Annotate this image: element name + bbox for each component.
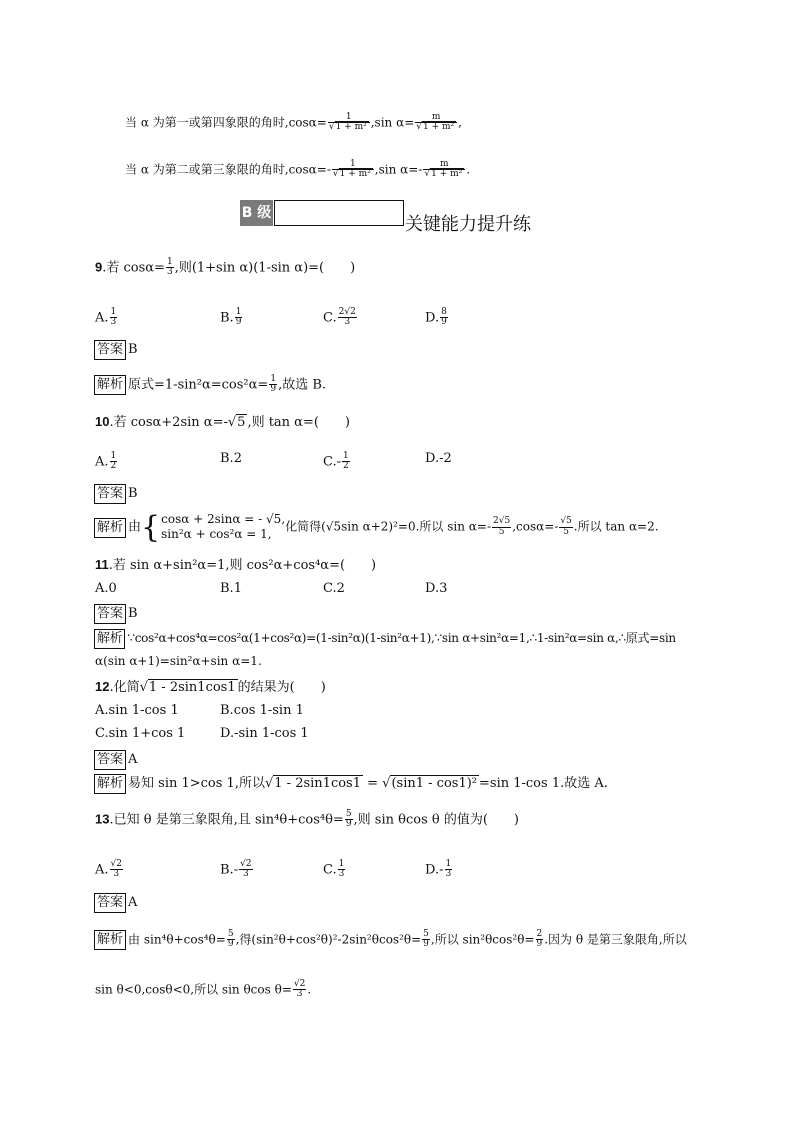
fraction (227, 930, 235, 950)
option-letter: B. (220, 862, 234, 878)
denominator: 9 (423, 939, 429, 950)
period: . (466, 162, 471, 177)
numerator: 2√2 (338, 307, 356, 317)
question-number: 12 (95, 679, 110, 694)
radicand: 1 + m² (339, 169, 371, 180)
question-11-stem (95, 558, 376, 572)
option-letter: A. (95, 703, 109, 718)
numerator: √5 (560, 516, 572, 527)
stem-text: ,则(1+sin α)(1-sin α)=( ) (174, 260, 356, 276)
minus-sign: - (233, 862, 239, 878)
stem-text: .已知 θ 是第三象限角,且 sin⁴θ+cos⁴θ= (109, 812, 344, 828)
question-11-option-c[interactable] (323, 582, 345, 595)
analysis-text: . (307, 982, 312, 997)
question-9-analysis (94, 375, 326, 395)
denominator: 3 (110, 317, 117, 328)
option-value: 3 (439, 581, 448, 596)
numerator: 1 (166, 257, 173, 267)
denominator: 5 (563, 526, 569, 537)
option-letter: C. (323, 862, 337, 878)
denominator: 9 (441, 317, 447, 328)
fraction (536, 930, 544, 950)
system-line: sin²α + cos²α = 1, (161, 527, 272, 541)
denominator: 3 (338, 869, 345, 880)
brace: { (141, 509, 161, 545)
numerator: 5 (423, 929, 429, 939)
comma: , (374, 162, 379, 177)
answer-value: B (128, 486, 138, 501)
option-letter: A. (95, 454, 109, 470)
fraction (338, 308, 357, 328)
question-13-option-c[interactable] (323, 860, 346, 880)
denominator: 3 (445, 869, 452, 880)
denominator: 3 (344, 317, 351, 328)
analysis-text: 易知 sin 1>cos 1,所以 (128, 776, 265, 791)
option-value: 1 (233, 581, 242, 596)
question-12-stem: 12.化简√1 - 2sin1cos1 的结果为( ) (95, 679, 326, 695)
analysis-text: 由 sin⁴θ+cos⁴θ= (128, 932, 226, 947)
question-10-answer (94, 484, 138, 504)
option-value: sin 1+cos 1 (108, 726, 186, 741)
numerator: 1 (343, 451, 349, 461)
question-9-option-c[interactable] (323, 308, 358, 328)
option-letter: C. (323, 581, 337, 596)
minus-sign: - (336, 454, 342, 470)
option-letter: D. (425, 862, 440, 878)
answer-value: A (128, 895, 138, 910)
radicand: 1 + m² (335, 122, 367, 133)
question-10-option-c[interactable] (323, 452, 351, 472)
analysis-text: 原式=1-sin²α=cos²α= (128, 377, 269, 393)
cos-label: cosα=- (288, 162, 331, 177)
denominator: 9 (235, 317, 242, 328)
numerator: 1 (110, 451, 117, 461)
denominator: 3 (296, 989, 303, 1000)
analysis-text: =sin 1-cos 1.故选 A. (479, 776, 608, 791)
denominator: √1 + m² (424, 169, 463, 180)
option-value: -sin 1-cos 1 (234, 726, 309, 741)
question-13-option-a[interactable] (95, 860, 124, 880)
option-value: cos 1-sin 1 (233, 703, 304, 718)
question-number: 9 (95, 259, 103, 275)
numerator: 1 (445, 859, 452, 869)
question-10-stem: 10.若 cosα+2sin α=-√5 ,则 tan α=( ) (95, 414, 350, 430)
question-10-option-a[interactable] (95, 452, 118, 472)
analysis-label: 解析 (94, 930, 126, 950)
question-12-answer (94, 750, 137, 770)
fraction (338, 860, 346, 880)
stem-text: .若 sin α+sin²α=1,则 cos²α+cos⁴α=( ) (108, 558, 377, 573)
question-number: 13 (95, 811, 110, 827)
analysis-text: 由 (128, 519, 142, 535)
numerator: √2 (240, 859, 252, 869)
denominator: 2 (343, 461, 349, 472)
denominator: 3 (242, 869, 249, 880)
question-13-analysis-cont (95, 980, 311, 1000)
analysis-text: ∵cos²α+cos⁴α=cos²α(1+cos²α)=(1-sin²α)(1-sin²α+1),∵sin α+sin²α=1,∴1-sin²α=sin α,∴原式=sin (127, 631, 676, 645)
analysis-text: ,所以 sin²θcos²θ= (430, 932, 535, 947)
option-letter: B. (220, 703, 234, 718)
radicand: 1 + m² (423, 122, 455, 133)
question-11-option-a[interactable] (95, 582, 117, 595)
stem-text: ,则 sin θcos θ 的值为( ) (353, 812, 519, 828)
fraction (559, 517, 572, 537)
fraction (269, 375, 277, 395)
option-letter: D. (425, 581, 440, 596)
question-12-option-d[interactable] (220, 727, 309, 740)
stem-text: .若 cosα= (102, 260, 165, 276)
option-letter: D. (425, 451, 440, 466)
fraction (110, 452, 118, 472)
answer-label: 答案 (94, 604, 126, 624)
question-9-stem (95, 258, 355, 278)
numerator: 1 (338, 859, 345, 869)
question-11-option-d[interactable] (425, 582, 447, 595)
question-13-option-d[interactable] (425, 860, 453, 880)
numerator: 8 (441, 307, 447, 317)
fraction (440, 308, 448, 328)
question-12-analysis: 解析 易知 sin 1>cos 1,所以√1 - 2sin1cos1 = √(sin1 - cos1)² =sin 1-cos 1.故选 A. (94, 774, 608, 794)
numerator: m (423, 160, 465, 170)
question-11-answer (94, 604, 138, 624)
equation-system (161, 512, 285, 542)
stem-text: ,则 tan α=( ) (247, 415, 350, 430)
fraction (342, 452, 350, 472)
answer-label: 答案 (94, 340, 126, 360)
question-9-answer (94, 340, 138, 360)
radicand: 1 - 2sin1cos1 (274, 776, 361, 791)
option-letter: D. (425, 310, 440, 326)
question-9-option-a[interactable] (95, 308, 118, 328)
denominator: √1 + m² (416, 122, 455, 133)
analysis-text: ,故选 B. (278, 377, 327, 393)
fraction (110, 308, 118, 328)
question-11-analysis-cont (95, 655, 262, 667)
option-value: -2 (439, 451, 452, 466)
sin-label: sin α= (374, 115, 415, 130)
comma: , (284, 115, 289, 130)
answer-value: A (128, 752, 138, 767)
comma: , (284, 162, 289, 177)
question-number: 10 (95, 414, 110, 429)
fraction (345, 810, 353, 830)
option-letter: C. (323, 454, 337, 470)
denominator: 9 (536, 939, 543, 950)
numerator: m (415, 113, 457, 123)
analysis-label: 解析 (94, 774, 126, 794)
equals-sign: = (363, 776, 383, 791)
sin-label: sin α=- (378, 162, 423, 177)
option-letter: B. (220, 451, 234, 466)
answer-label: 答案 (94, 750, 126, 770)
numerator: 1 (270, 374, 277, 384)
comma: , (370, 115, 375, 130)
fraction (235, 308, 243, 328)
analysis-text: .所以 tan α=2. (573, 519, 659, 534)
analysis-label: 解析 (94, 518, 126, 538)
fraction (415, 113, 457, 133)
case-text: 当 α 为第一或第四象限的角时 (125, 115, 285, 130)
radicand: (sin1 - cos1)² (391, 776, 478, 791)
section-title: 关键能力提升练 (405, 214, 531, 235)
question-12-option-a[interactable] (95, 704, 179, 717)
question-11-analysis (94, 629, 676, 649)
numerator: 1 (332, 160, 374, 170)
radicand: 1 - 2sin1cos1 (148, 680, 236, 695)
fraction (328, 113, 370, 133)
stem-text: .若 cosα+2sin α=- (109, 415, 228, 430)
case-text: 当 α 为第二或第三象限的角时 (125, 162, 285, 177)
numerator: 1 (328, 113, 370, 123)
analysis-text: sin θ<0,cosθ<0,所以 sin θcos θ= (95, 982, 292, 997)
option-value: 2 (233, 451, 242, 466)
question-number: 11 (95, 557, 109, 572)
option-letter: A. (95, 581, 109, 596)
option-value: 0 (108, 581, 117, 596)
denominator: 3 (113, 869, 120, 880)
question-11-option-b[interactable] (220, 582, 242, 595)
numerator: 5 (227, 929, 234, 939)
question-9-option-d[interactable] (425, 308, 449, 328)
fraction (422, 930, 430, 950)
fraction (293, 980, 306, 1000)
analysis-text: ,得(sin²θ+cos²θ)²-2sin²θcos²θ= (235, 932, 422, 947)
question-13-analysis (94, 930, 687, 950)
analysis-label: 解析 (94, 629, 125, 649)
fraction (110, 860, 123, 880)
answer-label: 答案 (94, 893, 126, 913)
question-9-option-b[interactable] (220, 308, 243, 328)
fraction (445, 860, 453, 880)
section-level-badge: B 级 (240, 200, 273, 226)
case-second-third-quadrant (125, 160, 470, 180)
question-12-option-b[interactable] (220, 704, 304, 717)
answer-label: 答案 (94, 484, 126, 504)
denominator: 5 (498, 526, 505, 537)
denominator: 9 (345, 819, 352, 830)
case-first-fourth-quadrant (125, 113, 462, 133)
radicand: 1 + m² (431, 169, 463, 180)
option-value: 2 (336, 581, 345, 596)
stem-text: 的结果为( ) (237, 680, 326, 695)
denominator: √1 + m² (328, 122, 367, 133)
comma: , (458, 115, 462, 130)
question-13-answer (94, 893, 137, 913)
option-letter: A. (95, 310, 109, 326)
numerator: 1 (110, 307, 117, 317)
denominator: 9 (270, 384, 277, 395)
answer-value: B (128, 342, 138, 357)
option-value: sin 1-cos 1 (108, 703, 179, 718)
minus-sign: - (439, 862, 444, 878)
analysis-text: α(sin α+1)=sin²α+sin α=1. (95, 654, 262, 668)
denominator: 2 (110, 461, 117, 472)
radicand: 5 (237, 415, 246, 430)
question-13-stem (95, 810, 519, 830)
question-12-option-c[interactable] (95, 727, 185, 740)
stem-text: .化简 (109, 680, 140, 695)
fraction (166, 258, 174, 278)
numerator: 2√5 (493, 516, 511, 527)
cos-label: cosα= (288, 115, 327, 130)
fraction (332, 160, 374, 180)
numerator: 1 (235, 307, 242, 317)
denominator: 3 (166, 267, 173, 278)
numerator: 5 (345, 809, 352, 819)
fraction (492, 517, 511, 537)
fraction (423, 160, 465, 180)
question-10-option-d[interactable] (425, 452, 452, 465)
numerator: 2 (536, 929, 543, 939)
analysis-text: ,cosα=- (512, 519, 559, 534)
answer-value: B (128, 606, 138, 621)
question-10-option-b[interactable] (220, 452, 242, 465)
fraction (239, 860, 252, 880)
system-line: cosα + 2sinα = - √5, (161, 512, 286, 526)
numerator: √2 (110, 859, 122, 869)
option-letter: A. (95, 862, 109, 878)
option-letter: C. (323, 310, 337, 326)
question-13-option-b[interactable] (220, 860, 254, 880)
denominator: 9 (227, 939, 234, 950)
numerator: √2 (293, 979, 306, 989)
denominator: √1 + m² (332, 169, 371, 180)
option-letter: B. (220, 310, 234, 326)
option-letter: C. (95, 726, 109, 741)
analysis-label: 解析 (94, 375, 126, 395)
analysis-text: .因为 θ 是第三象限角,所以 (544, 932, 687, 947)
analysis-text: 化简得(√5sin α+2)²=0.所以 sin α=- (285, 519, 491, 534)
question-10-analysis (94, 509, 659, 545)
option-letter: D. (220, 726, 235, 741)
option-letter: B. (220, 581, 234, 596)
section-header-box (274, 200, 404, 226)
